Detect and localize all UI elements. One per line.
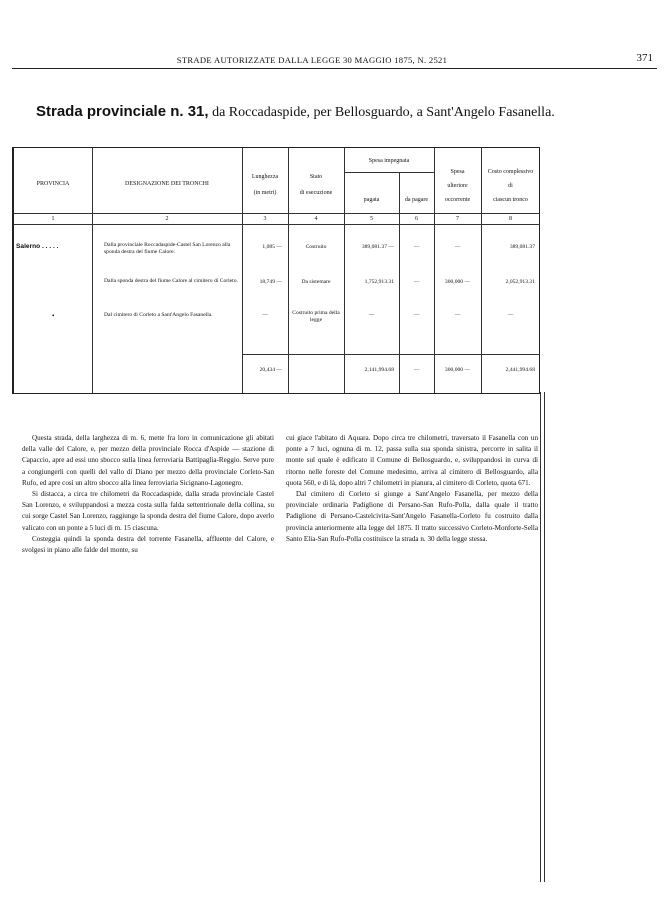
header-stato-line2: di esecuzione <box>299 190 333 197</box>
row2-lunghezza: 18,749 — <box>259 279 282 285</box>
header-da-pagare: da pagare <box>404 197 429 203</box>
running-head <box>12 52 657 69</box>
row3-pagata: — <box>368 312 375 318</box>
province-name: Salerno . . . . . <box>16 243 59 250</box>
row2-ulteriore: 300,000 — <box>444 279 471 285</box>
row3-stato: Costruito prima della legge <box>292 310 340 324</box>
header-costo-line3: ciascun tronco <box>493 197 528 204</box>
col-number: 7 <box>456 216 459 222</box>
row1-stato: Costruito <box>305 244 327 250</box>
row2-designazione: Dalla sponda destra del fiume Calore al cimitero di Corleto. <box>104 278 238 284</box>
page-title <box>36 103 555 121</box>
page-number: 371 <box>636 52 653 64</box>
title-road-number: Strada provinciale n. 31, <box>36 103 209 120</box>
header-provincia: PROVINCIA <box>36 181 70 187</box>
header-spesa-line3: occorrente <box>444 197 471 204</box>
paragraph: cui giace l'abitato di Aquara. Dopo circa tre chilometri, traversato il Fasanella con un ponte a 7 luci, ognuna di m. 12, passa sulla sua sponda sinistra, percorre in salita il monte sul quale è edificato il Comune di Bellosguardo, e, sviluppandosi in curva di ritorno nelle foreste del Comune medesimo, arriva al cimitero di Bellosguardo, alla quota 560, e di là, dopo altri 7 chilometri in pianura, al cimitero di Corleto, quota 671. <box>286 434 538 487</box>
col-number: 1 <box>51 216 55 222</box>
header-costo-line1: Costo complessivo <box>487 169 534 175</box>
paragraph: Questa strada, della larghezza di m. 6, mette fra loro in comunicazione gli abitati della valle del Calore, e, per mezzo della provinciale Rocca d'Aspide — stazione di Capaccio, apre ad essi uno sbocco sulla linea ferroviaria Battipaglia-Reggio. Serve pure a congiungerli con quelli del vallo di Diano per mezzo della provinciale Corleto-San Rufo, ed apre così un altro sbocco alla linea ferroviaria Sicignano-Lagonegro. <box>22 434 274 487</box>
row-divider <box>344 172 434 173</box>
running-title: STRADE AUTORIZZATE DALLA LEGGE 30 MAGGIO 1875, N. 2521 <box>176 55 448 65</box>
row3-designazione: Dal cimitero di Corleto a Sant'Angelo Fasanella. <box>104 312 213 318</box>
row1-lunghezza: 1,085 — <box>262 244 282 250</box>
body-column-right <box>286 433 538 545</box>
row1-da-pagare: — <box>413 244 420 250</box>
header-stato <box>288 173 344 197</box>
row1-designazione: Dalla provinciale Roccadaspide-Castel San Lorenzo alla sponda destra del fiume Calore. <box>104 242 231 256</box>
title-route: da Roccadaspide, per Bellosguardo, a Sant'Angelo Fasanella. <box>212 105 555 120</box>
header-spesa-line1: Spesa <box>450 169 465 175</box>
row3-da-pagare: — <box>413 312 420 318</box>
paragraph: Si distacca, a circa tre chilometri da Roccadaspide, dalla strada provinciale Castel San Lorenzo, e sviluppandosi a mezza costa sulla falda settentrionale della collina, su cui sorge Castel San Lorenzo, raggiunge la sponda destra del fiume Calore, dopo averlo valicato con un ponte a 5 luci di m. 15 ciascuna. <box>22 490 274 532</box>
col-number: 3 <box>263 216 267 222</box>
row3-ulteriore: — <box>454 312 461 318</box>
header-designazione: DESIGNAZIONE DEI TRONCHI <box>125 181 209 187</box>
row3-costo: — <box>507 312 514 318</box>
header-pagata: pagata <box>363 197 380 203</box>
paragraph: Dal cimitero di Corleto si giunge a Sant'Angelo Fasanella, per mezzo della provinciale ordinaria Padiglione di Persano-San Rufo-Polla, dalla quale il tratto Padiglione di Persano-Castelcivita-Sant'Angelo Fasanella-Corleto fu costruito dalla provincia anteriormente alla legge del 1875. Il tratto successivo Corleto-Monforte-Sella Santo Elia-San Rufo-Polla costituisce la strada n. 30 della legge stessa. <box>286 490 538 543</box>
col-divider <box>344 148 345 393</box>
row2-da-pagare: — <box>413 279 420 285</box>
header-lunghezza <box>242 173 288 197</box>
paragraph: Costeggia quindi la sponda destra del torrente Fasanella, affluente del Calore, e svolgesi in piano alle falde del monte, su <box>22 534 274 555</box>
header-lunghezza-line1: Lunghezza <box>251 174 279 180</box>
header-costo <box>481 168 540 204</box>
col-number: 8 <box>509 216 512 222</box>
total-lunghezza: 20,434 — <box>259 367 282 373</box>
col-number: 5 <box>370 216 373 222</box>
col-number: 2 <box>165 216 169 222</box>
row2-stato: Da sistemare <box>301 279 331 285</box>
body-column-left <box>22 433 274 556</box>
row-divider <box>242 354 540 355</box>
row2-costo: 2,052,913.31 <box>505 279 535 285</box>
row3-lunghezza: — <box>262 312 268 318</box>
total-ulteriore: 300,000 — <box>444 367 471 373</box>
total-costo: 2,441,994.68 <box>505 367 535 373</box>
total-pagata: 2,141,994.68 <box>364 367 394 373</box>
header-costo-line2: di <box>508 183 513 190</box>
row2-pagata: 1,752,913.31 <box>364 279 394 285</box>
header-spesa-impegnata: Spesa impegnata <box>368 158 410 164</box>
row1-ulteriore: — <box>454 244 461 250</box>
road-table <box>12 147 540 394</box>
header-spesa-ulteriore <box>434 168 481 204</box>
row1-pagata: 389,081.37 — <box>361 244 394 250</box>
row-divider <box>14 213 540 214</box>
header-spesa-line2: ulteriore <box>447 183 468 190</box>
col-number: 6 <box>415 216 418 222</box>
row-divider <box>14 224 540 225</box>
row1-costo: 389,081.37 <box>509 244 535 250</box>
total-da-pagare: — <box>413 367 420 373</box>
header-lunghezza-line2: (in metri) <box>253 190 277 197</box>
col-number: 4 <box>314 216 318 222</box>
margin-rule <box>540 392 545 882</box>
row3-bullet: • <box>52 312 55 320</box>
header-stato-line1: Stato <box>309 174 323 180</box>
